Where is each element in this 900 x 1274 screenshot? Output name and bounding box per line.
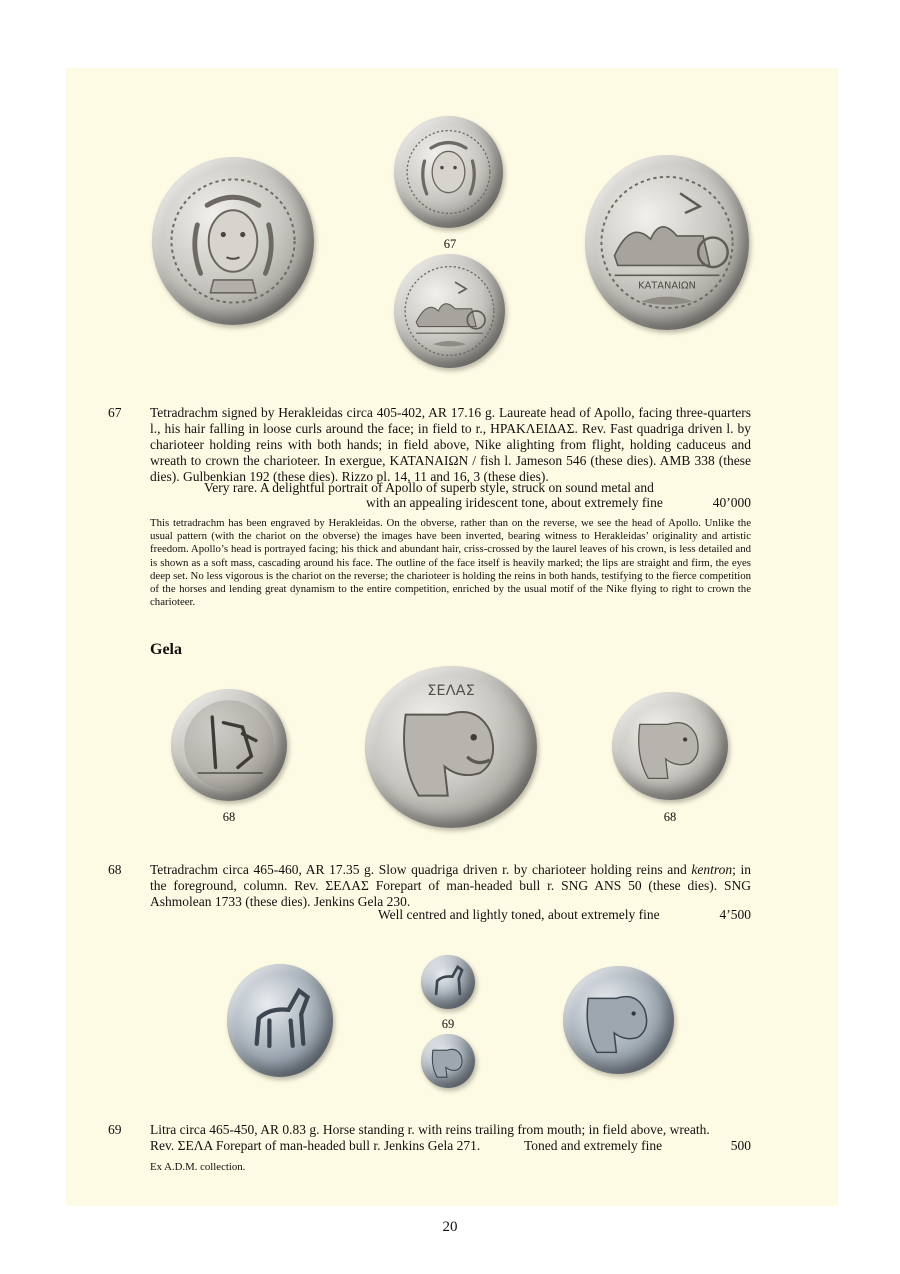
man-headed-bull-icon (612, 692, 728, 800)
lot-number-67: 67 (108, 405, 122, 420)
man-headed-bull-icon (563, 966, 674, 1074)
apollo-head-icon (394, 116, 503, 228)
man-headed-bull-icon (421, 1034, 475, 1088)
lot-69-description-line1: Litra circa 465-450, AR 0.83 g. Horse standing r. with reins trailing from mouth; in field above, wreath. (150, 1122, 710, 1137)
coin-67-reverse-large (585, 155, 749, 330)
quadriga-icon (394, 254, 505, 368)
quadriga-icon (585, 155, 749, 330)
apollo-head-icon (152, 157, 314, 325)
plate-label-68-right: 68 (663, 810, 677, 824)
lot-number-68: 68 (108, 862, 122, 877)
lot-69-description-line2: Rev. ΣΕΛΑ Forepart of man-headed bull r. Jenkins Gela 271. (150, 1138, 481, 1153)
page-number: 20 (442, 1219, 458, 1235)
lot-69-estimate: 500 (730, 1138, 751, 1153)
lot-68-grade: Well centred and lightly toned, about extremely fine (378, 907, 660, 922)
coin-69-reverse-large (563, 966, 674, 1074)
lot-number-69: 69 (108, 1122, 122, 1137)
lot-68-description-pre: Tetradrachm circa 465-460, AR 17.35 g. Slow quadriga driven r. by charioteer holding reins and (150, 862, 692, 877)
exergue-legend: ΚΑΤΑΝΑΙΩΝ (638, 280, 696, 292)
coin-68-reverse-small (612, 692, 728, 800)
coin-68-reverse-large (365, 666, 537, 828)
plate-label-68-left: 68 (222, 810, 236, 824)
coin-68-obverse (171, 689, 287, 801)
coin-67-obverse-large (152, 157, 314, 325)
plate-label-69: 69 (441, 1017, 455, 1031)
horse-icon (421, 955, 475, 1009)
coin-legend: ΣΕΛΑΣ (427, 682, 475, 700)
lot-67-note: This tetradrachm has been engraved by Herakleidas. On the obverse, rather than on the reverse, we see the head of Apollo. Unlike the usual pattern (with the chariot on the obverse) the images have been inverted, bearing witness to Herakleidas’ originality and artistic freedom. Apollo’s head is portrayed facing; his thick and abundant hair, criss-crossed by the laurel leaves of his crown, is less detailed and is shown as a soft mass, cascading around his face. The outline of the face itself is heavily marked; the lips are straight and firm, the eyes deep set. No less vigorous is the chariot on the reverse; the charioteer is holding the reins in both hands, testifying to the fierce competition of the horses and lending great dynamism to the entire competition, enriched by the usual motif of the Nike flying to right to crown the charioteer. (150, 517, 751, 609)
coin-67-obverse-small (394, 116, 503, 228)
lot-68-description (150, 862, 751, 910)
coin-69-reverse-small (421, 1034, 475, 1088)
lot-68-description-post: ; in the foreground, column. Rev. ΣΕΛΑΣ Forepart of man-headed bull r. SNG ANS 50 (these dies). SNG Ashmolean 1733 (these dies). Jenkins Gela 230. (150, 862, 751, 909)
coin-69-obverse-small (421, 955, 475, 1009)
lot-69-grade: Toned and extremely fine (524, 1138, 663, 1153)
lot-67-grade-line2: with an appealing iridescent tone, about extremely fine (366, 495, 663, 510)
lot-68-description-em: kentron (691, 862, 733, 877)
charioteer-icon (171, 689, 287, 801)
lot-69-provenance: Ex A.D.M. collection. (150, 1161, 246, 1173)
lot-67-description: Tetradrachm signed by Herakleidas circa 405-402, AR 17.16 g. Laureate head of Apollo, facing three-quarters l., his hair falling in loose curls around the face; in field to r., ΗΡΑΚΛΕΙΔΑΣ. Rev. Fast quadriga driven l. by charioteer holding reins with both hands; in field above, Nike alighting from flight, holding caduceus and wreath to crown the charioteer. In exergue, ΚΑΤΑΝΑΙΩΝ / fish l. Jameson 546 (these dies). AMB 338 (these dies). Gulbenkian 192 (these dies). Rizzo pl. 14, 11 and 16, 3 (these dies). (150, 405, 751, 484)
horse-icon (227, 964, 333, 1077)
coin-67-reverse-small (394, 254, 505, 368)
man-headed-bull-icon (365, 666, 537, 828)
section-heading: Gela (150, 641, 182, 658)
lot-68-estimate: 4’500 (719, 907, 751, 922)
lot-67-estimate: 40’000 (712, 495, 751, 510)
plate-label-67: 67 (443, 237, 457, 251)
coin-69-obverse-large (227, 964, 333, 1077)
lot-67-grade-line1: Very rare. A delightful portrait of Apollo of superb style, struck on sound metal and (204, 480, 654, 495)
